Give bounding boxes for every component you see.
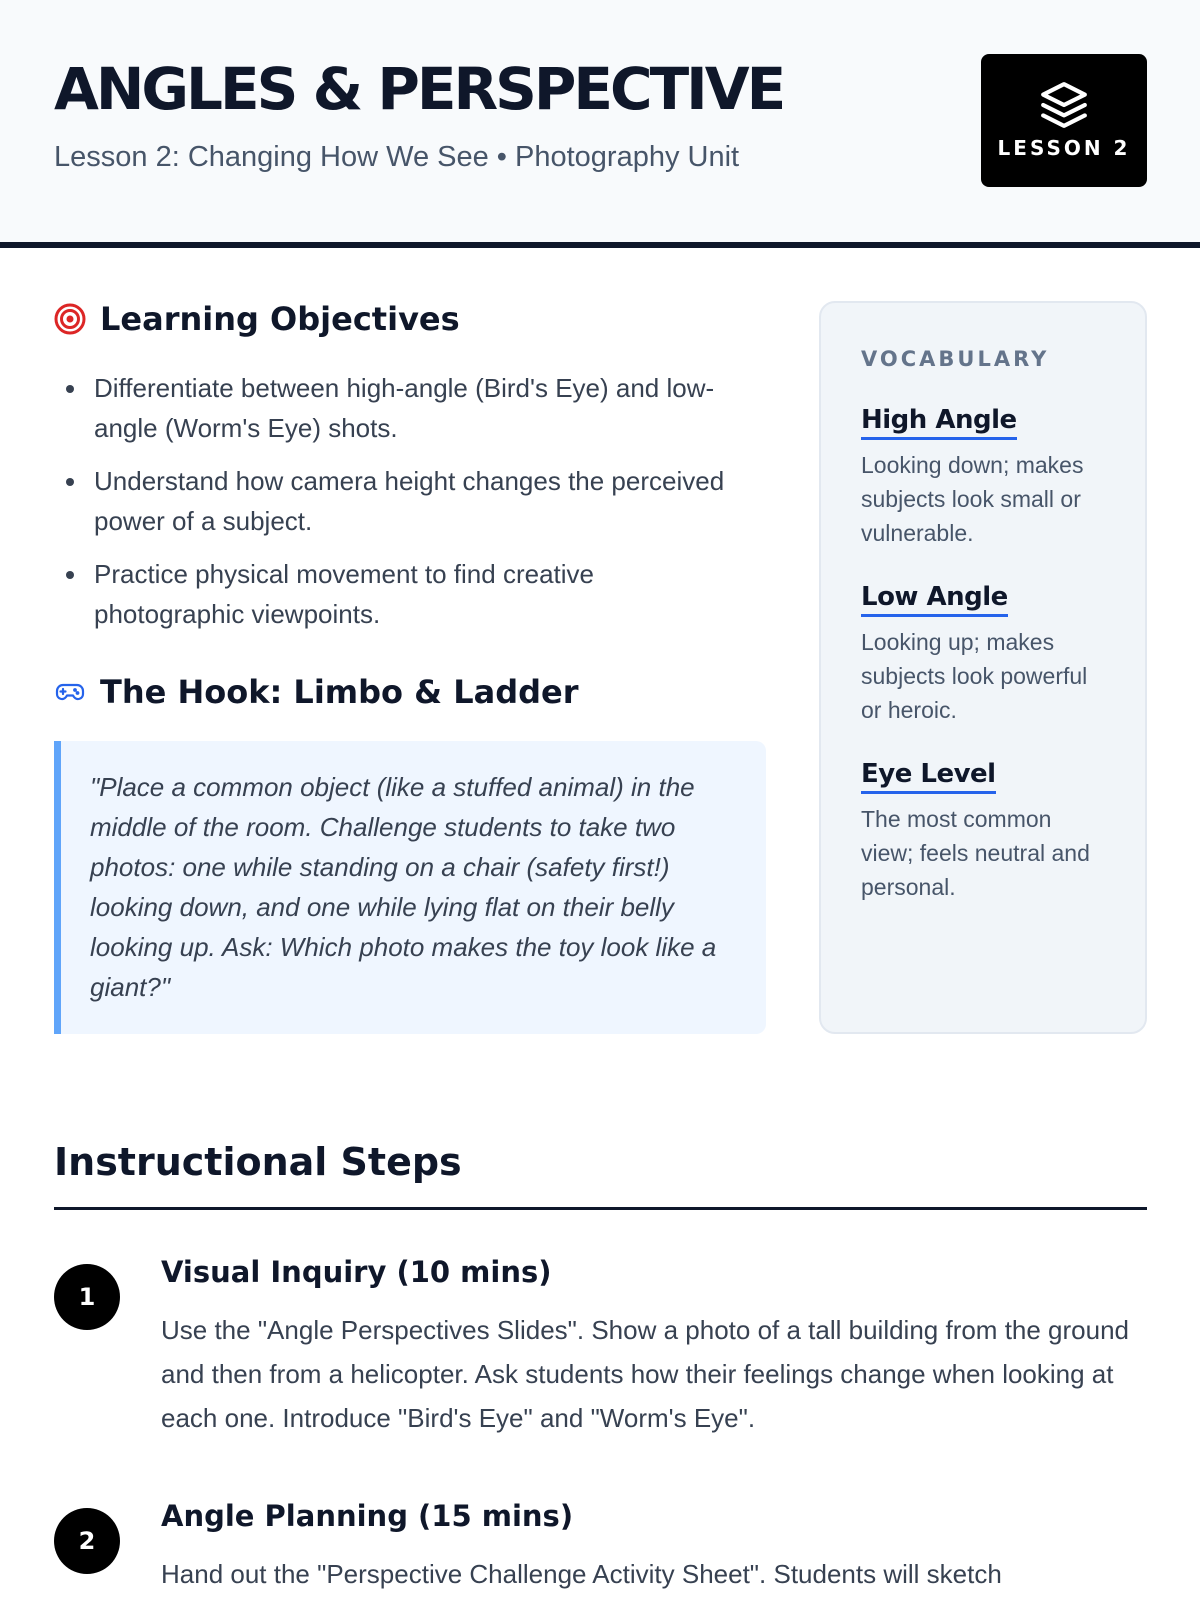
term-name: High Angle bbox=[861, 403, 1017, 440]
divider bbox=[54, 1207, 1147, 1210]
vocabulary-panel bbox=[819, 301, 1147, 1034]
objectives-heading bbox=[54, 300, 460, 338]
hook-heading bbox=[54, 673, 578, 711]
step-body: Hand out the "Perspective Challenge Activity Sheet". Students will sketch bbox=[161, 1559, 1002, 1589]
target-icon bbox=[54, 303, 86, 335]
objectives-title: Learning Objectives bbox=[100, 300, 460, 338]
page-header bbox=[0, 0, 1200, 248]
vocab-term bbox=[861, 757, 1107, 904]
page-subtitle: Lesson 2: Changing How We See • Photography Unit bbox=[54, 141, 740, 173]
step-body: Use the "Angle Perspectives Slides". Show a photo of a tall building from the ground and then from a helicopter. Ask students how their feelings change when looking at each one. Introduce "Bird's Eye" and "Worm's Eye". bbox=[161, 1315, 1130, 1433]
page-title: ANGLES & PERSPECTIVE bbox=[54, 55, 784, 123]
list-item: Understand how camera height changes the perceived power of a subject. bbox=[64, 461, 744, 541]
vocabulary-heading: VOCABULARY bbox=[861, 347, 1050, 371]
step-title: Visual Inquiry (10 mins) bbox=[161, 1255, 552, 1289]
hook-quote-box bbox=[54, 741, 766, 1034]
hook-quote: "Place a common object (like a stuffed animal) in the middle of the room. Challenge students to take two photos: one while standing on a chair (safety first!) looking down, and one while lying flat on their belly looking up. Ask: Which photo makes the toy look like a giant?" bbox=[90, 772, 717, 1002]
steps-heading: Instructional Steps bbox=[54, 1140, 462, 1184]
term-name: Low Angle bbox=[861, 580, 1008, 617]
step-number: 1 bbox=[54, 1264, 120, 1330]
gamepad-icon bbox=[54, 676, 86, 708]
list-item: Practice physical movement to find creative photographic viewpoints. bbox=[64, 554, 744, 634]
objectives-list bbox=[64, 368, 744, 647]
term-definition: The most common view; feels neutral and personal. bbox=[861, 806, 1090, 900]
layers-icon bbox=[1039, 80, 1089, 130]
step-title: Angle Planning (15 mins) bbox=[161, 1499, 574, 1533]
vocab-term bbox=[861, 580, 1107, 727]
list-item: Differentiate between high-angle (Bird's Eye) and low-angle (Worm's Eye) shots. bbox=[64, 368, 744, 448]
hook-title: The Hook: Limbo & Ladder bbox=[100, 673, 579, 711]
term-definition: Looking down; makes subjects look small or vulnerable. bbox=[861, 452, 1084, 546]
lesson-badge bbox=[981, 54, 1147, 187]
badge-label: LESSON 2 bbox=[997, 136, 1131, 160]
term-name: Eye Level bbox=[861, 757, 996, 794]
step-number: 2 bbox=[54, 1508, 120, 1574]
vocab-term bbox=[861, 403, 1107, 550]
term-definition: Looking up; makes subjects look powerful or heroic. bbox=[861, 629, 1088, 723]
